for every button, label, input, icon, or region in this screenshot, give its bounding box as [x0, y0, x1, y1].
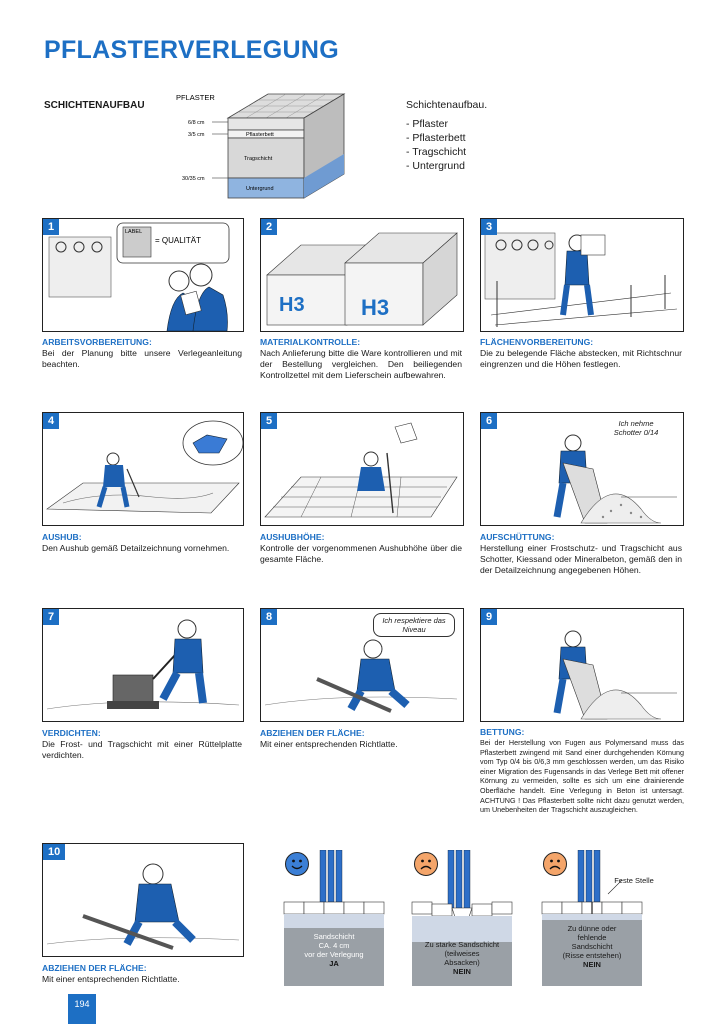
layer-label: Tragschicht: [244, 156, 273, 162]
step-illustration: [42, 843, 244, 957]
label-tag: LABEL: [125, 229, 143, 235]
layers-title: Schichtenaufbau.: [406, 99, 488, 111]
step-heading: FLÄCHENVORBEREITUNG:: [480, 337, 594, 347]
page-title: PFLASTERVERLEGUNG: [44, 36, 339, 64]
step-heading: BETTUNG:: [480, 727, 525, 737]
step-caption: [42, 963, 242, 985]
step-number: 10: [43, 844, 65, 860]
bedding-label: Zu dünne oder fehlende Sandschicht (Risse entstehen) NEIN: [542, 924, 642, 969]
step-heading: MATERIALKONTROLLE:: [260, 337, 361, 347]
step-illustration: [480, 412, 684, 526]
bedding-label: Zu starke Sandschicht (teilweises Absacken) NEIN: [412, 940, 512, 976]
firm-spot-note: Feste Stelle: [614, 876, 654, 885]
step-caption: [480, 337, 682, 370]
digging-illustration: [43, 413, 243, 525]
step-number: 7: [43, 609, 59, 625]
step-heading: AUSHUB:: [42, 532, 82, 542]
step-caption: [42, 337, 242, 370]
dim-label: 30/35 cm: [182, 176, 205, 182]
speech-bubble: Ich nehme Schotter 0/14: [599, 417, 673, 439]
quality-text: = QUALITÄT: [155, 236, 202, 245]
step-illustration: [260, 218, 464, 332]
layer-item: - Untergrund: [406, 160, 465, 172]
step-caption: [260, 728, 462, 750]
layer-item: - Pflaster: [406, 118, 449, 130]
step-number: 6: [481, 413, 497, 429]
step-caption: [42, 728, 242, 761]
speech-bubble: Ich respektiere das Niveau: [373, 613, 455, 637]
step-illustration: [480, 608, 684, 722]
bedding-label: Sandschicht CA. 4 cm vor der Verlegung JA: [284, 932, 384, 968]
step-heading: AUFSCHÜTTUNG:: [480, 532, 555, 542]
step-text: Nach Anlieferung bitte die Ware kontrollieren und mit der Bestellung vergleichen. Den beiliegenden Kontrollzettel mit dem Lieferschein aufbewahren.: [260, 348, 462, 380]
step-caption: [480, 532, 682, 576]
step-text: Die Frost- und Tragschicht mit einer Rüttelplatte verdichten.: [42, 739, 242, 760]
step-heading: ABZIEHEN DER FLÄCHE:: [260, 728, 365, 738]
step-number: 8: [261, 609, 277, 625]
svg-text:H3: H3: [361, 295, 390, 320]
layer-label: Pflasterbett: [246, 132, 274, 138]
step-number: 3: [481, 219, 497, 235]
step-illustration: [260, 608, 464, 722]
step-caption: [480, 727, 684, 815]
layer-item: - Tragschicht: [406, 146, 467, 158]
step-heading: VERDICHTEN:: [42, 728, 101, 738]
pallets-illustration: [261, 219, 463, 331]
verdict-label: NEIN: [583, 960, 601, 969]
step-caption: [42, 532, 242, 554]
worker-illustration: [43, 219, 243, 331]
step-illustration: [260, 412, 464, 526]
screeding-illustration: [43, 844, 243, 956]
step-text: Mit einer entsprechenden Richtlatte.: [42, 974, 180, 984]
layer-label: Untergrund: [246, 186, 274, 192]
dim-label: 3/5 cm: [188, 132, 205, 138]
step-heading: ARBEITSVORBEREITUNG:: [42, 337, 152, 347]
step-text: Bei der Planung bitte unsere Verlegeanleitung beachten.: [42, 348, 242, 369]
pflaster-label: PFLASTER: [176, 93, 215, 102]
step-text: Kontrolle der vorgenommenen Aushubhöhe über die gesamte Fläche.: [260, 543, 462, 564]
dim-label: 6/8 cm: [188, 120, 205, 126]
bedding-illustration: [481, 609, 683, 721]
svg-text:H3: H3: [279, 294, 305, 316]
step-illustration: [42, 412, 244, 526]
step-text: Die zu belegende Fläche abstecken, mit Richtschnur eingrenzen und die Höhen festlegen.: [480, 348, 682, 369]
verdict-label: NEIN: [453, 967, 471, 976]
step-number: 1: [43, 219, 59, 235]
verdict-label: JA: [329, 959, 339, 968]
step-number: 5: [261, 413, 277, 429]
step-text: Herstellung einer Frostschutz- und Tragschicht aus Schotter, Kiessand oder Mineralbeton, gemäß den in der Detailzeichnung angegebenen Höhen.: [480, 543, 682, 575]
step-number: 4: [43, 413, 59, 429]
step-number: 2: [261, 219, 277, 235]
compactor-illustration: [43, 609, 243, 721]
step-heading: AUSHUBHÖHE:: [260, 532, 325, 542]
step-caption: [260, 337, 462, 381]
step-number: 9: [481, 609, 497, 625]
step-text: Bei der Herstellung von Fugen aus Polymersand muss das Pflasterbett zwingend mit Sand einer durchgehenden Körnung vom Typ 0/4 bis 0/6,3 mm geschlossen werden, um das Risiko einer Migration des Fugensands in das Verlege Bett mit offener Körnung zu vermeiden, sollte es sich um eine drainierende Oberfläche handelt. Eine Verlegung in Beton ist untersagt. ACHTUNG ! Das Pflasterbett sollte nicht dazu genutzt werden, um Unebenheiten der Tragschicht auszugleichen.: [480, 738, 684, 815]
page-number: 194: [68, 994, 96, 1024]
layer-diagram: [176, 90, 346, 210]
step-text: Mit einer entsprechenden Richtlatte.: [260, 739, 398, 749]
layer-item: - Pflasterbett: [406, 132, 466, 144]
step-illustration: [42, 608, 244, 722]
height-check-illustration: [261, 413, 463, 525]
step-illustration: [480, 218, 684, 332]
step-illustration: [42, 218, 244, 332]
section-heading: SCHICHTENAUFBAU: [44, 100, 145, 111]
site-illustration: [481, 219, 683, 331]
step-heading: ABZIEHEN DER FLÄCHE:: [42, 963, 147, 973]
layers-list: [406, 117, 466, 173]
step-text: Den Aushub gemäß Detailzeichnung vornehmen.: [42, 543, 230, 553]
step-caption: [260, 532, 462, 565]
